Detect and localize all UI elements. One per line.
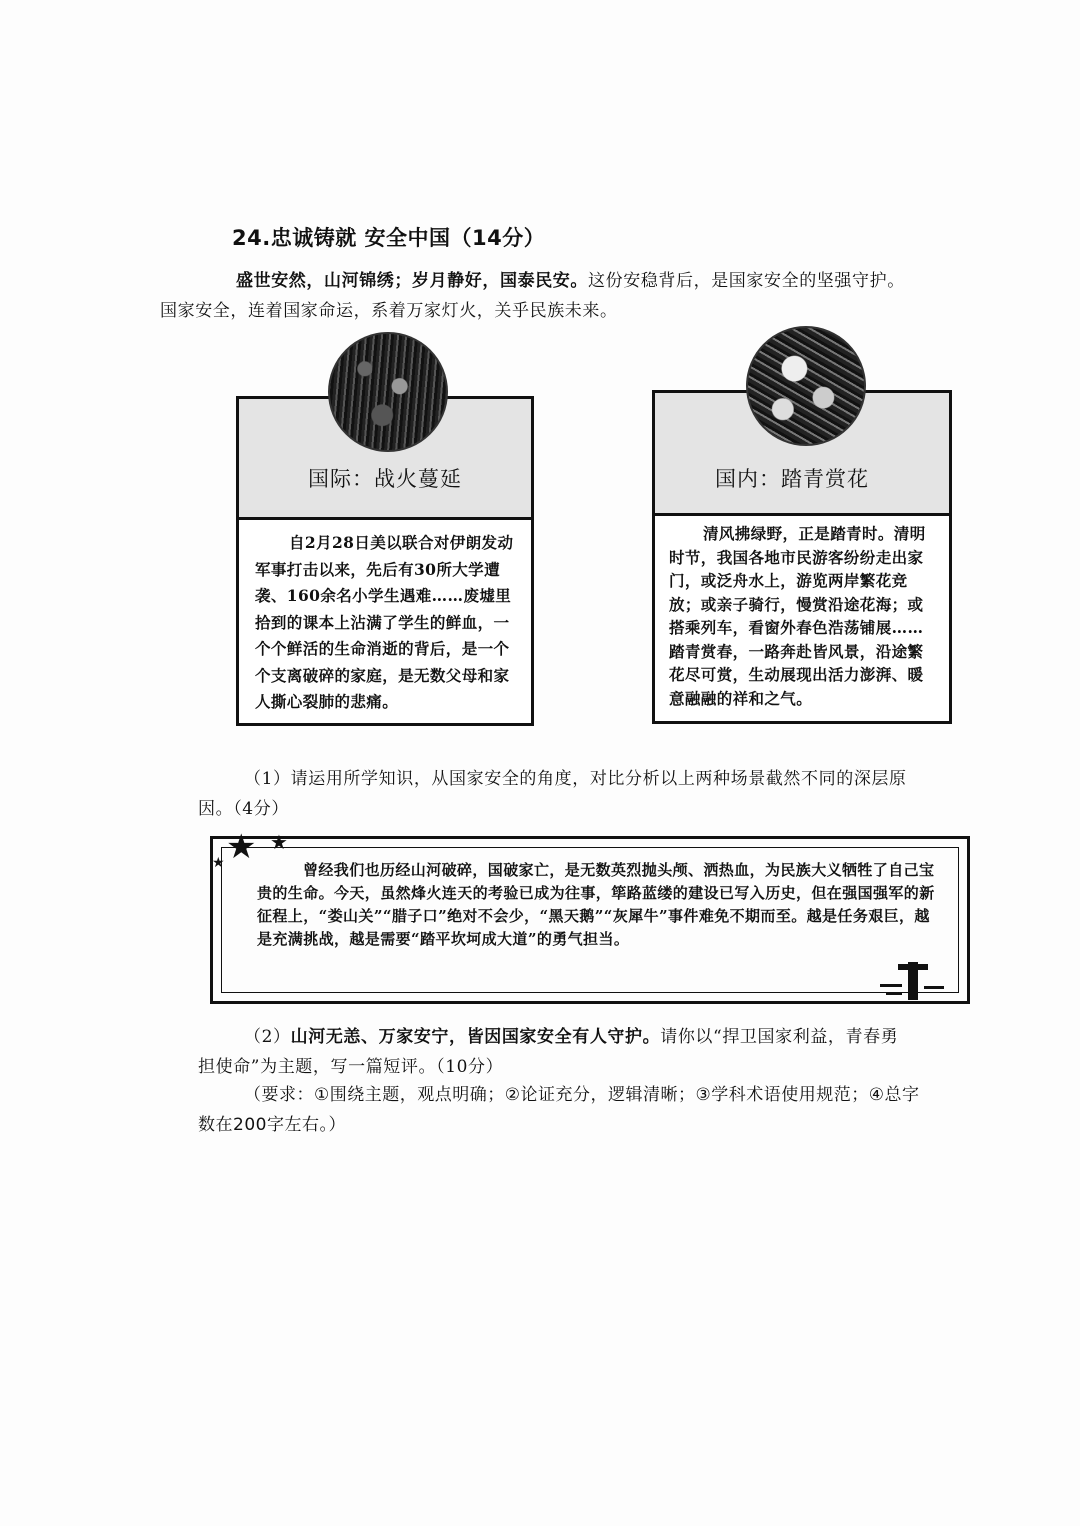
card-international (236, 396, 534, 726)
intro-paragraph (160, 266, 978, 326)
card-domestic-text: 清风拂绿野，正是踏青时。清明时节，我国各地市民游客纷纷走出家门，或泛舟水上，游览两岸繁花竞放；或亲子骑行，慢赏沿途花海；或搭乘列车，看窗外春色浩荡铺展……踏青赏春，一路奔赴皆风景，沿途繁花尽可赏，生动展现出活力澎湃、暖意融融的祥和之气。 (669, 524, 926, 708)
part2-bold: 山河无恙、万家安宁，皆因国家安全有人守护。 (290, 1027, 661, 1047)
war-scene-image (330, 334, 446, 450)
part2-line2: 担使命”为主题，写一篇短评。（10分） (198, 1057, 504, 1077)
star-icon: ★ (270, 830, 288, 854)
question-title: 24.忠诚铸就 安全中国（14分） (232, 226, 546, 250)
card-domestic-body (652, 513, 952, 724)
part1-question (198, 764, 978, 824)
tree-decoration-icon (880, 958, 950, 1002)
part2-question (198, 1022, 978, 1082)
card-international-label: 国际：战火蔓延 (308, 467, 462, 491)
intro-bold: 盛世安然，山河锦绣；岁月静好，国泰民安。 (236, 271, 588, 291)
part1-line1: （1）请运用所学知识，从国家安全的角度，对比分析以上两种场景截然不同的深层原 (244, 769, 907, 789)
quote-box (210, 836, 970, 1004)
requirements-line2: 数在200字左右。） (198, 1115, 346, 1135)
card-international-body (236, 517, 534, 726)
quote-text: 曾经我们也历经山河破碎，国破家亡，是无数英烈抛头颅、洒热血，为民族大义牺牲了自己宝贵的生命。今天，虽然烽火连天的考验已成为往事，筚路蓝缕的建设已写入历史，但在强国强军的新征程上，“娄山关”“腊子口”绝对不会少，“黑天鹅”“灰犀牛”事件难免不期而至。越是任务艰巨，越是充满挑战，越是需要“踏平坎坷成大道”的勇气担当。 (257, 861, 935, 948)
requirements-line1: （要求：①围绕主题，观点明确；②论证充分，逻辑清晰；③学科术语使用规范；④总字 (244, 1085, 920, 1105)
intro-rest: 这份安稳背后，是国家安全的坚强守护。 (588, 271, 905, 291)
card-international-text: 自2月28日美以联合对伊朗发动军事打击以来，先后有30所大学遭袭、160余名小学生遇难……废墟里拾到的课本上沾满了学生的鲜血，一个个鲜活的生命消逝的背后，是一个个支离破碎的家庭，是无数父母和家人撕心裂肺的悲痛。 (255, 533, 514, 711)
intro-line2: 国家安全，连着国家命运，系着万家灯火，关乎民族未来。 (160, 301, 618, 321)
requirements (198, 1080, 978, 1140)
card-domestic (652, 390, 952, 724)
part1-line2: 因。（4分） (198, 799, 289, 819)
star-icon: ★ (226, 827, 257, 867)
star-icon: ★ (212, 855, 225, 871)
card-domestic-label: 国内：踏青赏花 (715, 467, 869, 491)
part2-prefix: （2） (244, 1027, 291, 1047)
spring-outing-image (748, 328, 864, 444)
part2-rest: 请你以“捍卫国家利益，青春勇 (660, 1027, 899, 1047)
